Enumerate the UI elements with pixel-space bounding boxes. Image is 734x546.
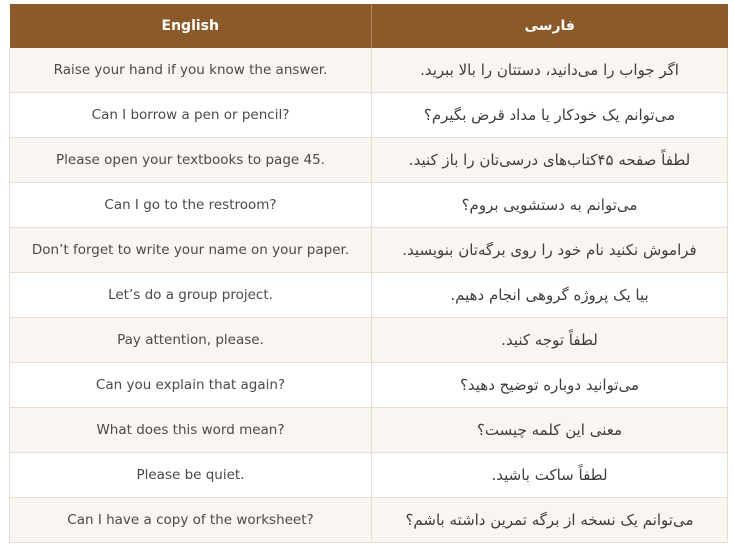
english-phrase: What does this word mean?: [10, 408, 372, 453]
farsi-phrase: لطفاً توجه کنید.: [372, 318, 728, 363]
english-phrase: Please be quiet.: [10, 453, 372, 498]
english-phrase: Can I borrow a pen or pencil?: [10, 93, 372, 138]
farsi-phrase: معنی این کلمه چیست؟: [372, 408, 728, 453]
english-phrase: Can I go to the restroom?: [10, 183, 372, 228]
farsi-phrase: می‌توانم یک خودکار یا مداد قرض بگیرم؟: [372, 93, 728, 138]
english-phrase: Can you explain that again?: [10, 363, 372, 408]
english-phrase: Let’s do a group project.: [10, 273, 372, 318]
farsi-phrase: اگر جواب را می‌دانید، دستتان را بالا ببرید.: [372, 48, 728, 93]
phrase-table: [9, 4, 728, 543]
farsi-phrase: می‌توانید دوباره توضیح دهید؟: [372, 363, 728, 408]
english-phrase: Please open your textbooks to page 45.: [10, 138, 372, 183]
table-row: [10, 453, 728, 498]
phrase-table-container: [9, 4, 727, 543]
farsi-phrase: فراموش نکنید نام خود را روی برگه‌تان بنویسید.: [372, 228, 728, 273]
farsi-phrase: می‌توانم به دستشویی بروم؟: [372, 183, 728, 228]
farsi-phrase: لطفاً صفحه ۴۵کتاب‌های درسی‌تان را باز کنید.: [372, 138, 728, 183]
farsi-phrase: بیا یک پروژه گروهی انجام دهیم.: [372, 273, 728, 318]
table-header-row: [10, 4, 728, 48]
header-farsi: فارسی: [372, 4, 728, 48]
farsi-phrase: لطفاً ساکت باشید.: [372, 453, 728, 498]
table-row: [10, 138, 728, 183]
table-row: [10, 183, 728, 228]
table-row: [10, 273, 728, 318]
english-phrase: Can I have a copy of the worksheet?: [10, 498, 372, 543]
table-row: [10, 93, 728, 138]
table-row: [10, 408, 728, 453]
farsi-phrase: می‌توانم یک نسخه از برگه تمرین داشته باشم؟: [372, 498, 728, 543]
header-english: English: [10, 4, 372, 48]
table-row: [10, 498, 728, 543]
english-phrase: Raise your hand if you know the answer.: [10, 48, 372, 93]
english-phrase: Don’t forget to write your name on your paper.: [10, 228, 372, 273]
english-phrase: Pay attention, please.: [10, 318, 372, 363]
table-row: [10, 48, 728, 93]
table-row: [10, 318, 728, 363]
table-row: [10, 363, 728, 408]
table-row: [10, 228, 728, 273]
